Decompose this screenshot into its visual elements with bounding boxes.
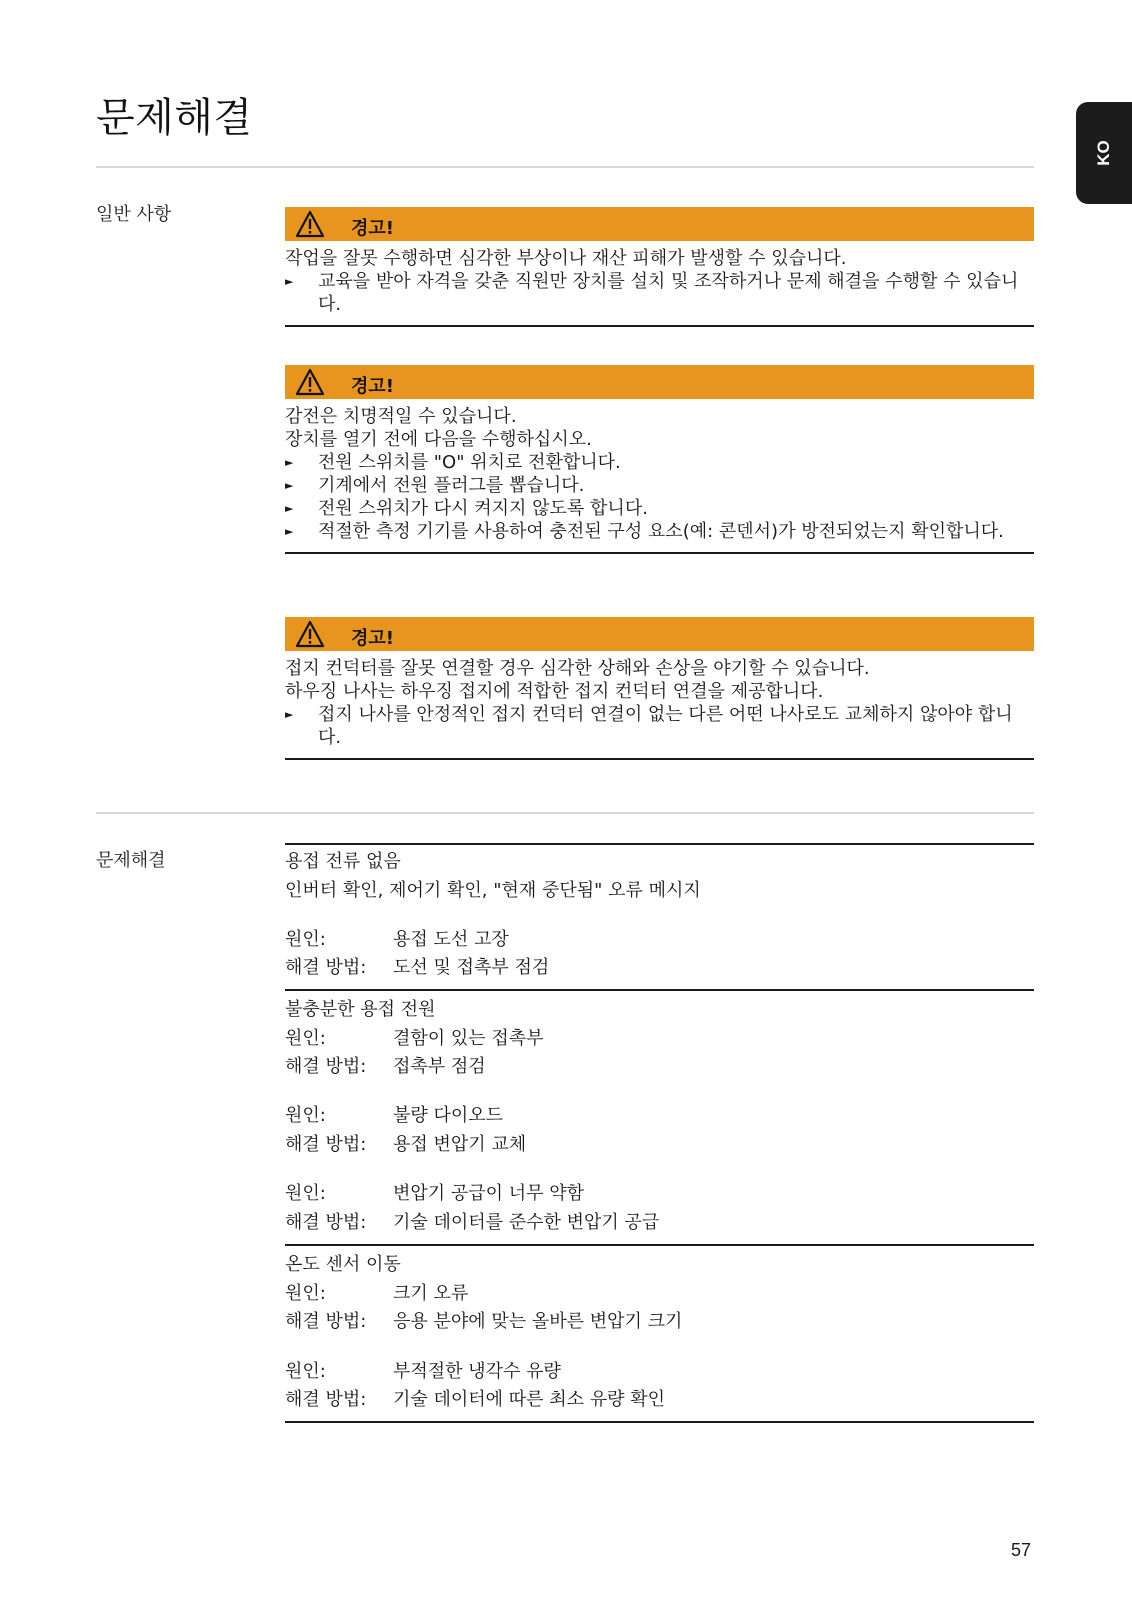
remedy-label: 해결 방법:	[285, 1134, 367, 1155]
remedy-text: 응용 분야에 맞는 올바른 변압기 크기	[393, 1311, 683, 1332]
cause-label: 원인:	[285, 1105, 326, 1126]
page-number: 57	[1011, 1540, 1032, 1560]
warning-bullet-text: 접지 나사를 안정적인 접지 컨덕터 연결이 없는 다른 어떤 나사로도 교체하지 않아야 합니다.	[318, 704, 1013, 748]
section-label-general: 일반 사항	[96, 204, 172, 225]
warning-bullet	[285, 451, 1034, 474]
cause-text: 용접 도선 고장	[393, 929, 509, 950]
cause-label: 원인:	[285, 1283, 326, 1304]
warning-title: 경고!	[351, 376, 394, 397]
cause-label: 원인:	[285, 1028, 326, 1049]
cause-label: 원인:	[285, 929, 326, 950]
warning-bullet	[285, 474, 1034, 497]
remedy-label: 해결 방법:	[285, 1389, 367, 1410]
warning-header	[285, 365, 1034, 399]
cause-text: 결함이 있는 접촉부	[393, 1028, 544, 1049]
cause-text: 불량 다이오드	[393, 1105, 504, 1126]
remedy-label: 해결 방법:	[285, 1212, 367, 1233]
cause-text: 크기 오류	[393, 1283, 469, 1304]
remedy-text: 도선 및 접촉부 점검	[393, 957, 550, 978]
language-tab	[1076, 102, 1132, 204]
warning-text: 작업을 잘못 수행하면 심각한 부상이나 재산 피해가 발생할 수 있습니다.	[285, 248, 847, 269]
warning-bullet	[285, 270, 1034, 316]
section-label-troubleshooting: 문제해결	[96, 850, 166, 871]
language-tab-label: KO	[1094, 140, 1113, 166]
warning-text: 감전은 치명적일 수 있습니다.	[285, 406, 517, 427]
warning-box	[285, 207, 1034, 327]
warning-bullet	[285, 703, 1034, 749]
problem-heading: 용접 전류 없음	[285, 851, 401, 872]
block-rule	[285, 1244, 1034, 1246]
bullet-arrow-icon: ►	[285, 479, 294, 492]
problem-subheading: 인버터 확인, 제어기 확인, "현재 중단됨" 오류 메시지	[285, 880, 701, 901]
problem-heading: 온도 센서 이동	[285, 1254, 401, 1275]
warning-bullet-text: 기계에서 전원 플러그를 뽑습니다.	[318, 475, 585, 496]
warning-header	[285, 617, 1034, 651]
remedy-label: 해결 방법:	[285, 1311, 367, 1332]
warning-triangle-icon	[295, 368, 325, 396]
warning-text: 접지 컨덕터를 잘못 연결할 경우 심각한 상해와 손상을 야기할 수 있습니다.	[285, 658, 870, 679]
warning-bullet-text: 전원 스위치가 다시 켜지지 않도록 합니다.	[318, 498, 648, 519]
warning-bullet-text: 전원 스위치를 "O" 위치로 전환합니다.	[318, 452, 621, 473]
section-divider	[96, 812, 1034, 814]
warning-box	[285, 617, 1034, 760]
warning-text: 장치를 열기 전에 다음을 수행하십시오.	[285, 429, 592, 450]
bullet-arrow-icon: ►	[285, 708, 294, 721]
warning-bottom-rule	[285, 758, 1034, 760]
page-title: 문제해결	[96, 95, 253, 141]
bullet-arrow-icon: ►	[285, 502, 294, 515]
remedy-label: 해결 방법:	[285, 1056, 367, 1077]
block-rule	[285, 1421, 1034, 1423]
warning-bullet	[285, 520, 1034, 543]
remedy-text: 접촉부 점검	[393, 1056, 486, 1077]
warning-text: 하우징 나사는 하우징 접지에 적합한 접지 컨덕터 연결을 제공합니다.	[285, 681, 824, 702]
bullet-arrow-icon: ►	[285, 275, 294, 288]
warning-title: 경고!	[351, 218, 394, 239]
cause-text: 변압기 공급이 너무 약함	[393, 1183, 585, 1204]
top-divider	[96, 166, 1034, 168]
cause-text: 부적절한 냉각수 유량	[393, 1361, 561, 1382]
warning-bullet-text: 교육을 받아 자격을 갖춘 직원만 장치를 설치 및 조작하거나 문제 해결을 수행할 수 있습니다.	[318, 271, 1019, 315]
bullet-arrow-icon: ►	[285, 456, 294, 469]
warning-bottom-rule	[285, 325, 1034, 327]
block-rule	[285, 989, 1034, 991]
remedy-text: 기술 데이터에 따른 최소 유량 확인	[393, 1389, 666, 1410]
warning-title: 경고!	[351, 628, 394, 649]
warning-triangle-icon	[295, 210, 325, 238]
warning-bullet-text: 적절한 측정 기기를 사용하여 충전된 구성 요소(예: 콘덴서)가 방전되었는지 확인합니다.	[318, 521, 1004, 542]
warning-box	[285, 365, 1034, 554]
remedy-text: 용접 변압기 교체	[393, 1134, 527, 1155]
warning-header	[285, 207, 1034, 241]
cause-label: 원인:	[285, 1361, 326, 1382]
bullet-arrow-icon: ►	[285, 525, 294, 538]
block-rule	[285, 843, 1034, 845]
problem-heading: 불충분한 용접 전원	[285, 999, 436, 1020]
warning-bullet	[285, 497, 1034, 520]
warning-triangle-icon	[295, 620, 325, 648]
remedy-label: 해결 방법:	[285, 957, 367, 978]
cause-label: 원인:	[285, 1183, 326, 1204]
warning-bottom-rule	[285, 552, 1034, 554]
remedy-text: 기술 데이터를 준수한 변압기 공급	[393, 1212, 660, 1233]
